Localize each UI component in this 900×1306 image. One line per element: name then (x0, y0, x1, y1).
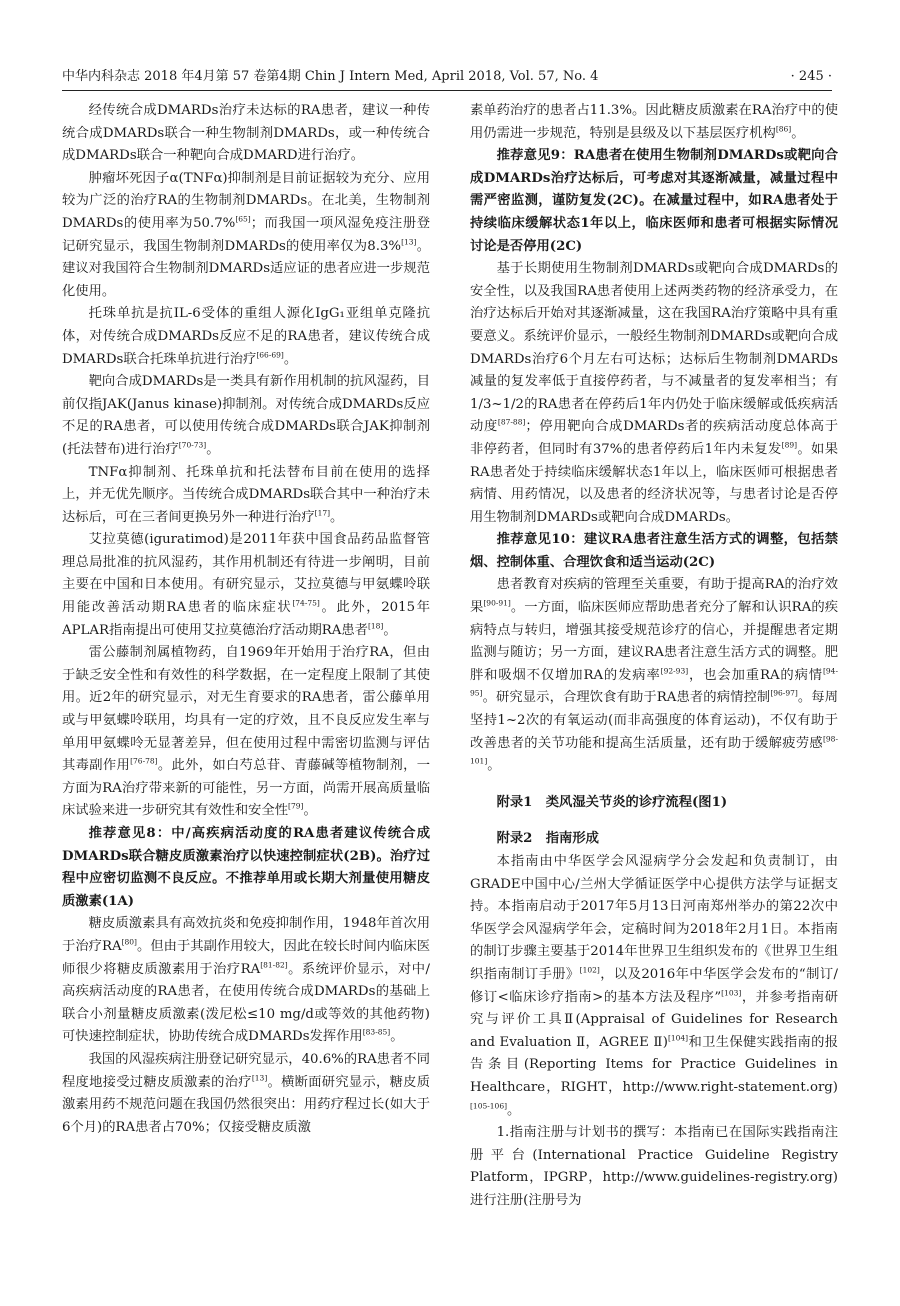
paragraph (470, 258, 838, 529)
paragraph (62, 303, 430, 371)
paragraph (470, 574, 838, 777)
paragraph (62, 913, 430, 1049)
page-number: · 245 · (790, 69, 832, 84)
left-column (62, 100, 430, 1139)
text-run: 。每周坚持1~2次的有氧运动(而非高强度的体育运动)，不仅有助于改善患者的关节功能和提高生活质量，还有助于缓解疲劳感 (470, 690, 838, 751)
citation-ref: [65] (235, 214, 251, 224)
paragraph (62, 100, 430, 168)
citation-ref: [18] (367, 621, 384, 631)
appendix-heading (470, 792, 838, 815)
citation-ref: [17] (314, 508, 331, 518)
running-header (62, 66, 832, 88)
citation-ref: [80] (121, 937, 137, 947)
paragraph (62, 462, 430, 530)
paragraph (62, 371, 430, 461)
text-run: 。研究显示，合理饮食有助于RA患者的病情控制 (482, 690, 771, 706)
text-run: 靶向合成DMARDs是一类具有新作用机制的抗风湿药，目前仅指JAK(Janus kinase)抑制剂。对传统合成DMARDs反应不足的RA患者，可以使用传统合成DMARDs联合JAK抑制剂(托法替布)进行治疗 (62, 374, 430, 457)
appendix-heading (470, 828, 838, 851)
recommendation-heading (62, 823, 430, 913)
citation-ref: [89] (781, 440, 798, 450)
text-run: 托珠单抗是抗IL-6受体的重组人源化IgG₁亚组单克隆抗体，对传统合成DMARDs反应不足的RA患者，建议传统合成DMARDs联合托珠单抗进行治疗 (62, 306, 430, 367)
text-run: 推荐意见10：建议RA患者注意生活方式的调整，包括禁烟、控制体重、合理饮食和适当运动(2C) (470, 532, 838, 570)
citation-ref: [87-88] (497, 417, 526, 427)
paragraph (62, 168, 430, 304)
citation-ref: [79] (288, 801, 304, 811)
header-rule (62, 90, 832, 91)
text-run: 。系统评价显示，对中/高疾病活动度的RA患者，在使用传统合成DMARDs的基础上联合小剂量糖皮质激素(泼尼松≤10 mg/d或等效的其他药物)可快速控制症状，协助传统合成DMARDs发挥作用 (62, 961, 430, 1045)
text-run: 推荐意见8：中/高疾病活动度的RA患者建议传统合成DMARDs联合糖皮质激素治疗以快速控制症状(2B)。治疗过程中应密切监测不良反应。不推荐单用或长期大剂量使用糖皮质激素(1A) (62, 826, 430, 909)
paragraph (470, 1122, 838, 1212)
citation-ref: [102] (579, 965, 600, 975)
text-run: 。 (303, 803, 317, 819)
text-run: 患者教育对疾病的管理至关重要，有助于提高RA的治疗效果 (470, 577, 838, 616)
text-run: 本指南由中华医学会风湿病学分会发起和负责制订，由GRADE中国中心/兰州大学循证医学中心提供方法学与证据支持。本指南启动于2017年5月13日河南郑州举办的第22次中华医学会风湿病学年会，定稿时间为2018年2月1日。本指南的制订步骤主要基于2014年世界卫生组织发布的《世界卫生组织指南制订手册》 (470, 854, 838, 982)
text-run: 。 (206, 441, 220, 457)
text-run: ，以及2016年中华医学会发布的“制订/修订<临床诊疗指南>的基本方法及程序” (470, 966, 839, 1005)
text-run: 我国的风湿疾病注册登记研究显示，40.6%的RA患者不同程度地接受过糖皮质激素的治疗 (62, 1051, 430, 1090)
citation-ref: [70-73] (178, 440, 207, 450)
paragraph-continued (470, 100, 838, 145)
text-run: 糖皮质激素具有高效抗炎和免疫抑制作用，1948年首次用于治疗RA (62, 916, 430, 954)
citation-ref: [96-97] (770, 689, 798, 699)
citation-ref: [81-82] (260, 960, 288, 970)
citation-ref: [105-106] (470, 1101, 508, 1111)
citation-ref: [104] (667, 1033, 689, 1043)
text-run: 和卫生保健实践指南的报告条目(Reporting Items for Practice Guidelines in Healthcare，RIGHT，http://www.right-statement.org) (470, 1034, 839, 1095)
text-run: 经传统合成DMARDs治疗未达标的RA患者，建议一种传统合成DMARDs联合一种生物制剂DMARDs，或一种传统合成DMARDs联合一种靶向合成DMARD进行治疗。 (62, 103, 430, 164)
text-run: 基于长期使用生物制剂DMARDs或靶向合成DMARDs的安全性，以及我国RA患者使用上述两类药物的经济承受力，在治疗达标后开始对其逐渐减量，这在我国RA治疗策略中具有重要意义。系统评价显示，一般经生物制剂DMARDs或靶向合成DMARDs治疗6个月左右可达标；达标后生物制剂DMARDs减量的复发率低于直接停药者，与不减量者的复发率相当；有1/3~1/2的RA患者在停药后1年内仍处于临床缓解或低疾病活动度 (470, 261, 838, 435)
citation-ref: [86] (775, 124, 792, 134)
text-run: 。 (487, 758, 501, 774)
citation-ref: [103] (721, 988, 742, 998)
text-run: 。 (383, 622, 397, 638)
journal-citation: 中华内科杂志 2018 年4月第 57 卷第4期 Chin J Intern Med, April 2018, Vol. 57, No. 4 (62, 69, 599, 84)
paragraph (62, 1049, 430, 1139)
text-run: 。此外，2015年APLAR指南提出可使用艾拉莫德治疗活动期RA患者 (62, 600, 430, 638)
text-run: 。一方面，临床医师应帮助患者充分了解和认识RA的疾病特点与转归，增强其接受规范诊疗的信心，并提醒患者定期监测与随访；另一方面，建议RA患者注意生活方式的调整。肥胖和吸烟不仅增加RA的发病率 (470, 600, 838, 683)
paragraph (62, 642, 430, 823)
text-run: 。此外，如白芍总苷、青藤碱等植物制剂，一方面为RA治疗带来新的可能性，另一方面，尚需开展高质量临床试验来进一步研究其有效性和安全性 (62, 758, 431, 819)
text-run: 附录1 类风湿关节炎的诊疗流程(图1) (496, 794, 728, 810)
citation-ref: [98-101] (470, 734, 838, 766)
text-run: ；停用靶向合成DMARDs者的疾病活动度总体高于非停药者，但同时有37%的患者停药后1年内未复发 (470, 419, 839, 457)
text-run: 推荐意见9：RA患者在使用生物制剂DMARDs或靶向合成DMARDs治疗达标后，可考虑对其逐渐减量，减量过程中需严密监测，谨防复发(2C)。在减量过程中，如RA患者处于持续临床缓解状态1年以上，临床医师和患者可根据实际情况讨论是否停用(2C) (470, 148, 838, 254)
text-run: ；而我国一项风湿免疫注册登记研究显示，我国生物制剂DMARDs的使用率仅为8.3% (62, 215, 430, 254)
text-run: 。建议对我国符合生物制剂DMARDs适应证的患者应进一步规范化使用。 (62, 238, 431, 299)
text-run: 。如果RA患者处于持续临床缓解状态1年以上，临床医师可根据患者病情、用药情况，以及患者的经济状况等，与患者讨论是否停用生物制剂DMARDs或靶向合成DMARDs。 (470, 441, 839, 525)
citation-ref: [13] (401, 237, 417, 247)
citation-ref: [92-93] (660, 666, 689, 676)
citation-ref: [94-95] (470, 666, 838, 699)
citation-ref: [76-78] (130, 756, 158, 766)
text-run: 附录2 指南形成 (496, 831, 599, 847)
citation-ref: [66-69] (256, 350, 284, 360)
text-run: 肿瘤坏死因子α(TNFα)抑制剂是目前证据较为充分、应用较为广泛的治疗RA的生物制剂DMARDs。在北美，生物制剂DMARDs的使用率为50.7% (62, 170, 430, 231)
text-run: 艾拉莫德(iguratimod)是2011年获中国食品药品监督管理总局批准的抗风湿药，其作用机制还有待进一步阐明，目前主要在中国和日本使用。有研究显示，艾拉莫德与甲氨蝶呤联用能改善活动期RA患者的临床症状 (62, 532, 430, 616)
text-run: 。 (330, 509, 344, 525)
text-run: 。但由于其副作用较大，因此在较长时间内临床医师很少将糖皮质激素用于治疗RA (62, 938, 430, 977)
text-run: ，也会加重RA的病情 (688, 667, 823, 683)
paragraph (470, 851, 838, 1122)
recommendation-heading (470, 145, 838, 258)
recommendation-heading (470, 529, 838, 574)
citation-ref: [83-85] (362, 1027, 391, 1037)
citation-ref: [90-91] (483, 598, 511, 608)
paragraph (62, 529, 430, 642)
text-run: 。 (390, 1029, 404, 1045)
text-run: 。 (791, 125, 805, 141)
text-run: TNFα抑制剂、托珠单抗和托法替布目前在使用的选择上，并无优先顺序。当传统合成DMARDs联合其中一种治疗未达标后，可在三者间更换另外一种进行治疗 (62, 464, 430, 525)
text-run: 。 (507, 1102, 521, 1118)
citation-ref: [13] (251, 1073, 268, 1083)
text-run: 素单药治疗的患者占11.3%。因此糖皮质激素在RA治疗中的使用仍需进一步规范，特别是县级及以下基层医疗机构 (470, 103, 838, 141)
citation-ref: [74-75] (292, 598, 320, 608)
text-run: 雷公藤制剂属植物药，自1969年开始用于治疗RA，但由于缺乏安全性和有效性的科学数据，在一定程度上限制了其使用。近2年的研究显示，对无生育要求的RA患者，雷公藤单用或与甲氨蝶呤联用，均具有一定的疗效，且不良反应发生率与单用甲氨蝶呤无显著差异，但在使用过程中需密切监测与评估其毒副作用 (62, 645, 430, 774)
text-run: 。 (283, 351, 298, 367)
text-run: 。横断面研究显示，糖皮质激素用药不规范问题在我国仍然很突出：用药疗程过长(如大于6个月)的RA患者占70%；仅接受糖皮质激 (62, 1074, 431, 1135)
text-run: ，并参考指南研究与评价工具Ⅱ(Appraisal of Guidelines for Research and Evaluation Ⅱ，AGREE Ⅱ) (470, 989, 838, 1050)
right-column (470, 100, 838, 1213)
text-run: 1.指南注册与计划书的撰写：本指南已在国际实践指南注册平台(International Practice Guideline Registry Platform，IPGRP，http://www.guidelines-registry.org)进行注册(注册号为 (470, 1125, 838, 1208)
